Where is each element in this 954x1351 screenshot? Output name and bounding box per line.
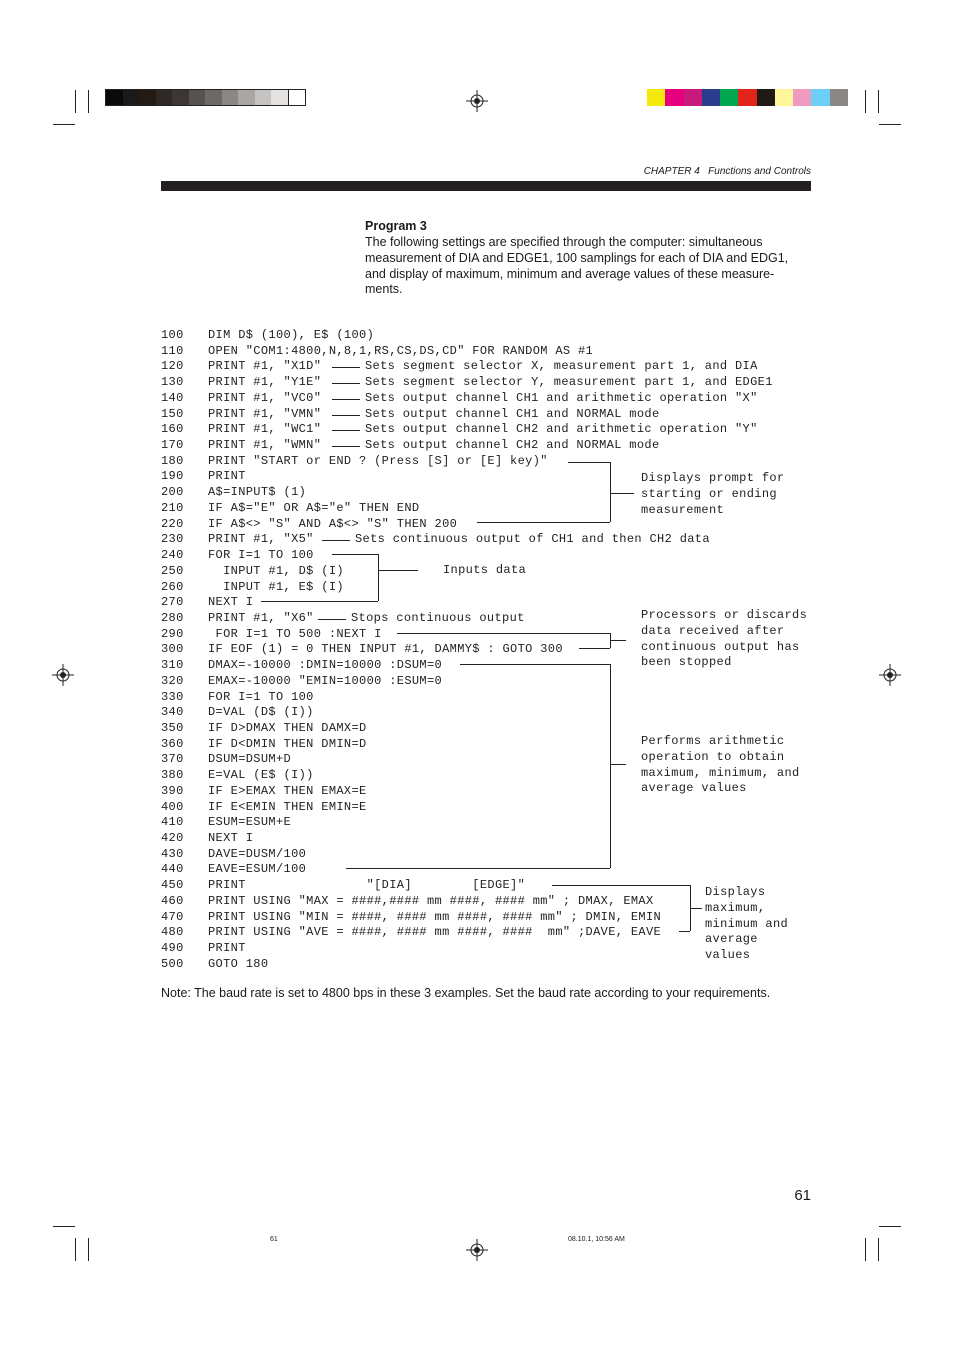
comment-leader bbox=[332, 367, 360, 368]
code-line: D=VAL (D$ (I)) bbox=[208, 705, 314, 720]
line-number: 390 bbox=[161, 783, 184, 798]
line-number: 100 bbox=[161, 328, 184, 342]
bracket-line bbox=[378, 554, 379, 601]
code-line: IF EOF (1) = 0 THEN INPUT #1, DAMMY$ : GOTO 300 bbox=[208, 642, 563, 657]
code-line: IF D>DMAX THEN DAMX=D bbox=[208, 721, 367, 735]
slug-page: 61 bbox=[270, 1236, 278, 1243]
code-line: EMAX=-10000 "EMIN=10000 :ESUM=0 bbox=[208, 673, 443, 688]
bracket-line bbox=[610, 462, 611, 522]
crop-mark bbox=[879, 1226, 901, 1227]
line-number: 240 bbox=[161, 548, 184, 563]
code-comment: Sets output channel CH2 and arithmetic operation "Y" bbox=[365, 422, 758, 437]
line-number: 180 bbox=[161, 453, 184, 468]
line-number: 280 bbox=[161, 610, 184, 625]
code-line: DAVE=DUSM/100 bbox=[208, 846, 307, 861]
line-number: 110 bbox=[161, 343, 184, 358]
line-number: 290 bbox=[161, 626, 184, 641]
line-number: 190 bbox=[161, 469, 184, 484]
registration-target-icon bbox=[466, 1239, 488, 1261]
code-comment: Sets output channel CH2 and NORMAL mode bbox=[365, 438, 660, 453]
code-comment: Sets continuous output of CH1 and then CH2 data bbox=[355, 532, 710, 547]
page-number: 61 bbox=[794, 1187, 811, 1204]
code-line: PRINT #1, "WC1" bbox=[208, 422, 322, 437]
bracket-line bbox=[261, 601, 378, 602]
code-line: PRINT #1, "WMN" bbox=[208, 438, 322, 453]
code-comment: Sets segment selector Y, measurement part 1, and EDGE1 bbox=[365, 375, 773, 390]
code-line: ESUM=ESUM+E bbox=[208, 815, 292, 830]
code-comment: Sets output channel CH1 and arithmetic operation "X" bbox=[365, 390, 758, 405]
comment-leader bbox=[332, 415, 360, 416]
code-line: PRINT #1, "X5" bbox=[208, 532, 314, 547]
code-line: INPUT #1, E$ (I) bbox=[208, 579, 344, 594]
section-label: Functions and Controls bbox=[708, 166, 811, 177]
intro-line: measurement of DIA and EDGE1, 100 samplings for each of DIA and EDG1, bbox=[365, 250, 789, 265]
line-number: 210 bbox=[161, 500, 184, 515]
code-line: FOR I=1 TO 500 :NEXT I bbox=[208, 626, 382, 641]
line-number: 200 bbox=[161, 485, 184, 500]
code-line: E=VAL (E$ (I)) bbox=[208, 768, 314, 783]
code-line: IF E>EMAX THEN EMAX=E bbox=[208, 783, 367, 798]
line-number: 150 bbox=[161, 406, 184, 421]
program-title: Program 3 bbox=[365, 219, 427, 233]
bracket-line bbox=[477, 522, 610, 523]
footnote: Note: The baud rate is set to 4800 bps in these 3 examples. Set the baud rate according to your requirements. bbox=[161, 986, 771, 1000]
intro-line: and display of maximum, minimum and average values of these measure- bbox=[365, 266, 775, 281]
bracket-line bbox=[552, 885, 690, 886]
code-comment: Sets output channel CH1 and NORMAL mode bbox=[365, 406, 660, 421]
line-number: 500 bbox=[161, 956, 184, 971]
bracket-line bbox=[568, 462, 610, 463]
bracket-line bbox=[610, 764, 626, 765]
crop-mark bbox=[75, 1238, 76, 1261]
code-comment: Stops continuous output bbox=[351, 610, 525, 625]
line-number: 320 bbox=[161, 673, 184, 688]
bracket-line bbox=[397, 633, 610, 634]
line-number: 220 bbox=[161, 516, 184, 531]
note-display: Displays maximum, minimum and average values bbox=[705, 885, 789, 963]
comment-leader bbox=[332, 430, 360, 431]
comment-leader bbox=[322, 540, 350, 541]
code-line: PRINT USING "AVE = ####, #### mm ####, #### mm" ;DAVE, EAVE bbox=[208, 925, 662, 940]
line-number: 450 bbox=[161, 878, 184, 893]
comment-leader bbox=[332, 399, 360, 400]
intro-line: The following settings are specified through the computer: simultaneous bbox=[365, 235, 763, 249]
crop-mark bbox=[53, 1226, 75, 1227]
crop-mark bbox=[865, 1238, 866, 1261]
line-number: 420 bbox=[161, 831, 184, 846]
code-line: IF A$<> "S" AND A$<> "S" THEN 200 bbox=[208, 516, 458, 531]
line-number: 350 bbox=[161, 721, 184, 735]
code-line: OPEN "COM1:4800,N,8,1,RS,CS,DS,CD" FOR RANDOM AS #1 bbox=[208, 343, 594, 358]
code-line: PRINT bbox=[208, 941, 246, 956]
bracket-line bbox=[679, 931, 690, 932]
code-line: EAVE=ESUM/100 bbox=[208, 862, 307, 877]
code-line: GOTO 180 bbox=[208, 956, 269, 971]
line-number: 460 bbox=[161, 893, 184, 908]
code-line: INPUT #1, D$ (I) bbox=[208, 563, 344, 578]
bracket-line bbox=[346, 868, 610, 869]
line-number: 410 bbox=[161, 815, 184, 830]
bracket-line bbox=[579, 648, 610, 649]
bracket-line bbox=[610, 640, 626, 641]
comment-leader bbox=[332, 383, 360, 384]
chapter-label: CHAPTER 4 bbox=[643, 166, 700, 177]
code-line: NEXT I bbox=[208, 595, 254, 610]
crop-mark bbox=[88, 1238, 89, 1261]
code-line: A$=INPUT$ (1) bbox=[208, 485, 307, 500]
code-line: DIM D$ (100), E$ (100) bbox=[208, 328, 375, 342]
bracket-line bbox=[332, 554, 378, 555]
code-line: NEXT I bbox=[208, 831, 254, 846]
bracket-line bbox=[378, 570, 418, 571]
code-line: PRINT bbox=[208, 469, 246, 484]
line-number: 480 bbox=[161, 925, 184, 940]
code-line: IF D<DMIN THEN DMIN=D bbox=[208, 736, 367, 751]
line-number: 160 bbox=[161, 422, 184, 437]
line-number: 330 bbox=[161, 689, 184, 704]
line-number: 340 bbox=[161, 705, 184, 720]
line-number: 170 bbox=[161, 438, 184, 453]
bracket-line bbox=[460, 664, 610, 665]
line-number: 360 bbox=[161, 736, 184, 751]
line-number: 490 bbox=[161, 941, 184, 956]
line-number: 430 bbox=[161, 846, 184, 861]
code-line: PRINT USING "MIN = ####, #### mm ####, #### mm" ; DMIN, EMIN bbox=[208, 909, 662, 924]
note-inputs: Inputs data bbox=[443, 563, 527, 577]
bracket-line bbox=[690, 908, 702, 909]
code-line: PRINT "[DIA] [EDGE]" bbox=[208, 878, 526, 893]
note-prompt: Displays prompt for starting or ending measurement bbox=[641, 471, 785, 517]
line-number: 230 bbox=[161, 532, 184, 547]
bracket-line bbox=[610, 493, 634, 494]
code-line: PRINT #1, "X1D" bbox=[208, 359, 322, 374]
line-number: 440 bbox=[161, 862, 184, 877]
intro-line: ments. bbox=[365, 282, 403, 297]
code-line: PRINT USING "MAX = ####,#### mm ####, #### mm" ; DMAX, EMAX bbox=[208, 893, 654, 908]
code-line: PRINT #1, "VC0" bbox=[208, 390, 322, 405]
code-line: FOR I=1 TO 100 bbox=[208, 548, 314, 563]
code-line: DSUM=DSUM+D bbox=[208, 752, 292, 767]
code-line: PRINT #1, "Y1E" bbox=[208, 375, 322, 390]
note-arith: Performs arithmetic operation to obtain maximum, minimum, and average values bbox=[641, 734, 800, 796]
line-number: 270 bbox=[161, 595, 184, 610]
line-number: 260 bbox=[161, 579, 184, 594]
comment-leader bbox=[332, 446, 360, 447]
line-number: 310 bbox=[161, 658, 184, 673]
line-number: 470 bbox=[161, 909, 184, 924]
bracket-line bbox=[610, 664, 611, 868]
crop-mark bbox=[878, 1238, 879, 1261]
line-number: 380 bbox=[161, 768, 184, 783]
code-comment: Sets segment selector X, measurement part 1, and DIA bbox=[365, 359, 758, 374]
line-number: 130 bbox=[161, 375, 184, 390]
line-number: 140 bbox=[161, 390, 184, 405]
line-number: 250 bbox=[161, 563, 184, 578]
code-line: PRINT "START or END ? (Press [S] or [E] key)" bbox=[208, 453, 548, 468]
note-discard: Processors or discards data received after continuous output has been stopped bbox=[641, 608, 808, 670]
line-number: 120 bbox=[161, 359, 184, 374]
code-line: PRINT #1, "VMN" bbox=[208, 406, 322, 421]
comment-leader bbox=[318, 619, 346, 620]
line-number: 400 bbox=[161, 799, 184, 814]
code-line: DMAX=-10000 :DMIN=10000 :DSUM=0 bbox=[208, 658, 443, 673]
line-number: 370 bbox=[161, 752, 184, 767]
code-line: PRINT #1, "X6" bbox=[208, 610, 314, 625]
code-line: IF E<EMIN THEN EMIN=E bbox=[208, 799, 367, 814]
slug-timestamp: 08.10.1, 10:56 AM bbox=[568, 1236, 625, 1243]
line-number: 300 bbox=[161, 642, 184, 657]
code-line: IF A$="E" OR A$="e" THEN END bbox=[208, 500, 420, 515]
code-line: FOR I=1 TO 100 bbox=[208, 689, 314, 704]
